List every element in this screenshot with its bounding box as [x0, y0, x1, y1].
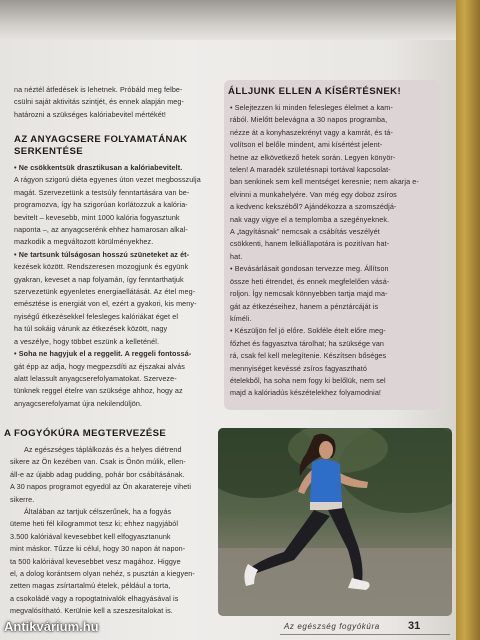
text-line: tünknek reggel ételre van szüksége ahhoz, hogy az [14, 386, 183, 396]
text-line: megvalósítható. Kerülnie kell a szeszesitalokat is. [10, 606, 173, 616]
text-line: alatt lelassult anyagcserefolyamatokat. Szerveze- [14, 373, 177, 383]
section-body-planning [10, 444, 210, 618]
runner-illustration [218, 428, 452, 616]
text-line: mazkodik a megváltozott körülményekhez. [14, 237, 154, 247]
text-line: sikere az Ön kezében van. Csak is Önön múlik, ellen- [10, 457, 186, 467]
text-line: programozva, így ha szigorúan korlátozzuk a kalória- [14, 200, 188, 210]
text-line: a veszélye, hogy többet eszünk a kelleténél. [14, 336, 160, 346]
text-line: rából. Mielőtt belevágna a 30 napos programba, [230, 115, 388, 125]
heading-line: AZ ANYAGCSERE FOLYAMATÁNAK [14, 134, 188, 145]
text-line: roljon. Így nemcsak könnyebben tartja majd ma- [230, 289, 388, 299]
section-heading-metabolism [14, 134, 188, 158]
text-line: gyakran, keveset a nap folyamán, így fenntarthatjuk [14, 274, 184, 284]
text-line: zetten magas zsírtartalmú ételek, például a torta, [10, 581, 171, 591]
text-line: elvinni a munkahelyére. Van még egy doboz zsíros [230, 189, 397, 199]
text-line: naponta –, az anyagcserénk ehhez hamarosan alkal- [14, 225, 188, 235]
running-title: Az egészség fogyókúra [284, 622, 380, 631]
runner-photo [218, 428, 452, 616]
text-line: Az egészséges táplálkozás és a helyes diétrend [24, 445, 182, 454]
text-line: magát. Szervezetünk a testsúly fenntartására van be- [14, 187, 190, 197]
text-line: áll-e az újabb adag pudding, pohár bor csábításának. [10, 469, 185, 479]
text-line: • Ne tartsunk túlságosan hosszú szüneteket az ét- [14, 249, 190, 259]
sidebar-body [230, 102, 436, 400]
text-line: ételekből, ha soha nem fogy ki belőlük, nem sel [230, 375, 386, 385]
text-line: • Soha ne hagyjuk el a reggelit. A reggeli fontossá- [14, 349, 192, 359]
text-line: A rágyon szigorú diéta egyenes úton vezet megbosszulja [14, 175, 201, 185]
text-line: volítson el belőle mindent, ami kísértést jelent- [230, 140, 383, 150]
section-body-metabolism [14, 162, 201, 410]
text-line: kíméli. [230, 313, 252, 323]
text-line: majd a kalóriadús készételekhez folyamodnia! [230, 388, 382, 398]
text-line: ban senkinek sem kell mentséget keresnie; nem akarja e- [230, 177, 419, 187]
text-line: bevitelt – kevesebb, mint 1000 kalória fogyasztunk [14, 212, 180, 222]
text-line: ta 500 kalóriával kevesebbet vesz magához. Higgye [10, 556, 181, 566]
text-line: össze heti étrendet, és ennek megfelelően vásá- [230, 276, 390, 286]
text-line: anyagcserefolyamat újra nekilendüljön. [14, 398, 143, 408]
text-line: A 30 napos programot egyedül az Ön akaratereje viheti [10, 482, 192, 492]
text-line: a csokoládé vagy a ropogtatnivalók elhagyásával is [10, 593, 179, 603]
section-heading-planning: A FOGYÓKÚRA MEGTERVEZÉSE [4, 428, 167, 439]
text-line: csülni saját aktivitás szintjét, és ennek alapján meg- [14, 97, 184, 107]
page-number: 31 [408, 620, 421, 632]
text-line: gát épp az adja, hogy megpezsdíti az éjszakai alvás [14, 361, 185, 371]
sidebar-heading: ÁLLJUNK ELLEN A KÍSÉRTÉSNEK! [228, 86, 402, 97]
text-line: nak vagy vigye el a templomba a szegényeknek. [230, 214, 390, 224]
text-line: telen! A maradék születésnapi tortával kapcsolat- [230, 165, 391, 175]
previous-page-edge [0, 0, 460, 40]
heading-line: SERKENTÉSE [14, 146, 84, 157]
text-line: nyiségű étkezésekkel felesleges kalóriákat éget el [14, 311, 179, 321]
text-line: ha túl sokáig várunk az étkezések között, nagy [14, 324, 168, 334]
text-line: emésztése is energiát von el, ezért a gyakori, kis meny- [14, 299, 197, 309]
text-line: mennyiséget kevéssé zsíros fagyasztható [230, 363, 367, 373]
watermark: Antikvárium.hu [4, 619, 99, 634]
text-line: üteme heti fél kilogrammot tesz ki; ehhez nagyjából [10, 519, 179, 529]
text-line: határozni a szükséges kalóriabevitel mértékét! [14, 109, 167, 119]
text-line: • Selejtezzen ki minden felesleges élelmet a kam- [230, 103, 393, 112]
text-line: 3.500 kalóriával kevesebbet kell elfogyasztanunk [10, 531, 171, 541]
text-line: • Készüljön fel jó előre. Sokféle ételt előre meg- [230, 326, 386, 336]
book-spine [456, 0, 480, 640]
text-line: • Bevásárlásait gondosan tervezze meg. Állítson [230, 264, 389, 274]
text-line: sikerre. [10, 494, 35, 504]
text-line: hetne az elkövetkező hetek során. Legyen könyör- [230, 152, 396, 162]
text-line: el, a dolog korántsem olyan nehéz, s pusztán a kiegyen- [10, 569, 195, 579]
text-line: főzhet és fagyasztva tárolhat; ha szüksége van [230, 338, 385, 348]
text-line: • Ne csökkentsük drasztikusan a kalóriabevitelt. [14, 163, 183, 172]
text-line: na néztél átfedések is lehetnek. Próbáld meg felbe- [14, 85, 183, 94]
text-line: rá, csak fel kell melegítenie. Készítsen bőséges [230, 351, 387, 361]
text-line: A „tagyításnak” nemcsak a csábítás veszélyét [230, 227, 380, 237]
text-line: Általában az tartjuk célszerűnek, ha a fogyás [24, 507, 172, 517]
text-line: csökkenti, hanem lelkiállapotára is pozitívan hat- [230, 239, 390, 249]
text-line: mint máskor. Tűzze ki célul, hogy 30 napon át napon- [10, 544, 186, 554]
intro-paragraph [14, 84, 184, 121]
text-line: szervezetünk egyenletes energiaellátását. Az étel meg- [14, 287, 196, 297]
text-line: nézze át a konyhaszekrényt vagy a kamrát, és tá- [230, 127, 394, 137]
text-line: a kedvenc kekszéből? Ajándékozza a szomszédjá- [230, 202, 397, 212]
footer-rule [280, 634, 450, 635]
text-line: gát az étkezéseihez, hanem a pénztárcáját is [230, 301, 379, 311]
text-line: hat. [230, 251, 243, 261]
text-line: kezések között. Rendszeresen mozogjunk és együnk [14, 262, 189, 272]
